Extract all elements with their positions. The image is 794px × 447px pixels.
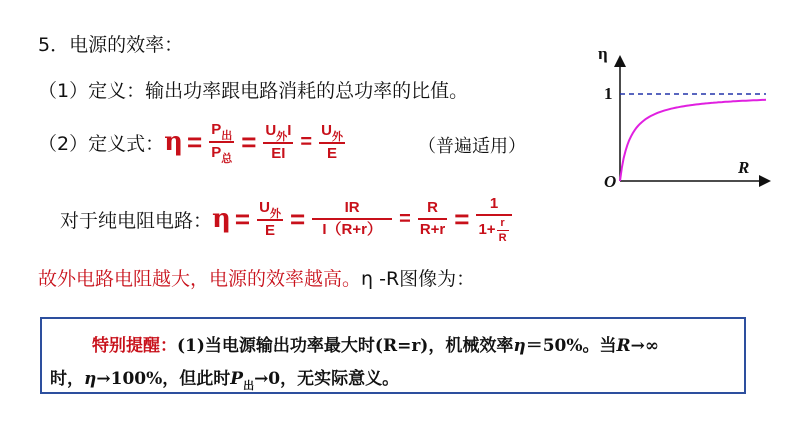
conclusion-graph-text: η -R图像为： xyxy=(361,268,476,290)
formula-label: （2）定义式： xyxy=(38,132,165,155)
equals-sign: = xyxy=(187,126,203,157)
section-title: 5．电源的效率： xyxy=(38,34,184,56)
asymptote-value-label: 1 xyxy=(604,84,613,103)
definition-formula-row xyxy=(38,112,348,172)
fraction-u-ext-i-over-ei: $\frac{U_外I}{EI}$ xyxy=(265,121,292,162)
note-label: 特别提醒： xyxy=(92,336,177,356)
x-axis-label: R xyxy=(738,158,750,177)
fraction-u-ext-over-e: $\frac{U_外}{E}$ xyxy=(321,121,343,162)
eta-symbol: η xyxy=(212,204,231,234)
fraction-ir-over-i-r-plus-r: $\frac{IR}{I(R+r)}$ xyxy=(312,199,392,239)
eta-symbol: η xyxy=(164,127,183,157)
fraction-p-out-over-p-total: $\frac{P_出}{P_总}$ xyxy=(211,121,233,165)
equals-sign: = xyxy=(241,126,257,157)
note-line-2: 时，η→100%，但此时$P_出\to 0$，无实际意义。 xyxy=(50,369,400,392)
equals-sign: = xyxy=(399,207,411,230)
definition-text: （1）定义：输出功率跟电路消耗的总功率的比值。 xyxy=(38,80,469,102)
equals-sign: = xyxy=(454,203,470,234)
equals-sign: = xyxy=(289,203,306,234)
pure-resistance-formula-row xyxy=(60,186,515,252)
conclusion-red-text: 故外电路电阻越大，电源的效率越高。 xyxy=(38,268,362,290)
y-axis-label: η xyxy=(598,44,608,63)
equals-sign: = xyxy=(234,203,251,234)
eta-r-graph xyxy=(590,40,780,210)
equals-sign: = xyxy=(300,130,313,153)
fraction-one-over-one-plus-r-over-r: 1 1+ $\frac{r}{R}$ xyxy=(476,195,511,244)
pure-resistance-label: 对于纯电阻电路： xyxy=(60,209,213,232)
fraction-r-over-r-plus-r: $\frac{R}{R+r}$ xyxy=(419,199,446,238)
note-line-1: 特别提醒：(1)当电源输出功率最大时(R=r)，机械效率η＝50%。当R→∞ xyxy=(92,336,660,356)
fraction-u-ext-over-e: $\frac{U_外}{E}$ xyxy=(259,198,281,239)
conclusion-line xyxy=(38,264,475,291)
origin-label: O xyxy=(604,172,617,191)
applicability-note: （普遍适用） xyxy=(418,136,526,157)
